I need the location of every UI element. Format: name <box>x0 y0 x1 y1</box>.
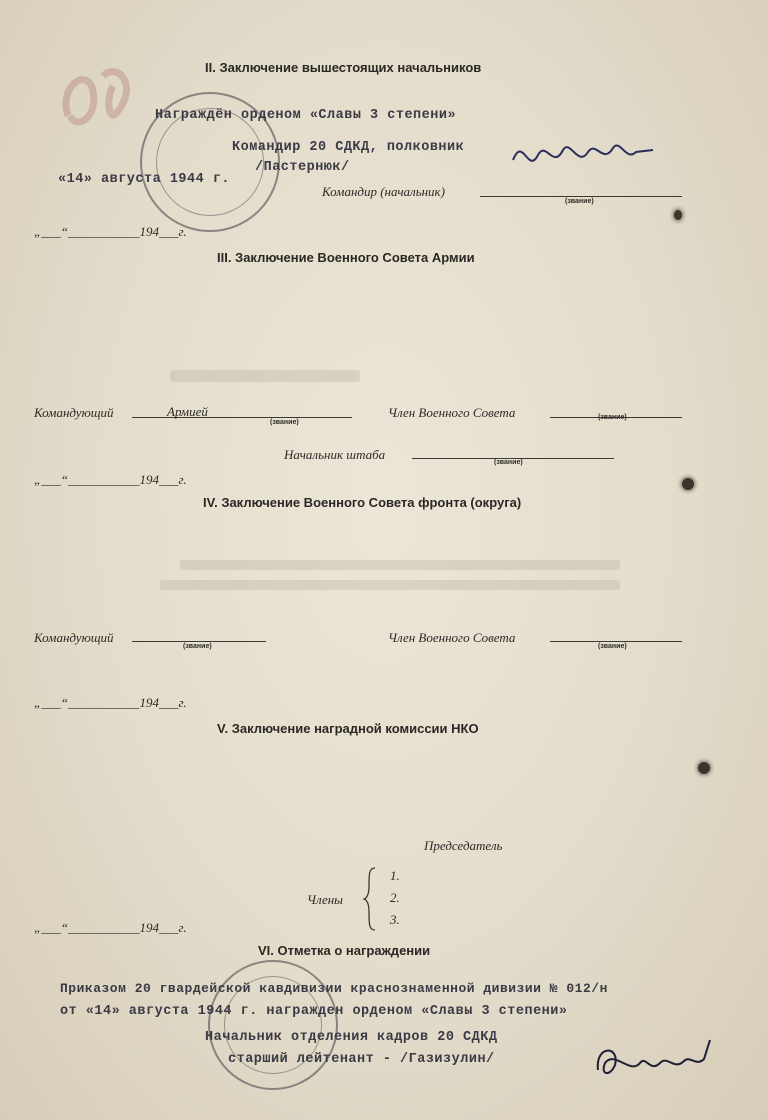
date-blank: „___“___________194___г. <box>34 920 187 935</box>
rank-hint: (звание) <box>598 643 627 650</box>
typed-text: старший лейтенант - /Газизулин/ <box>228 1052 495 1067</box>
punch-hole <box>674 210 682 220</box>
section-heading: V. Заключение наградной комиссии НКО <box>217 721 479 736</box>
punch-hole <box>682 478 694 490</box>
handwritten-signature <box>590 1035 720 1085</box>
chairman-label: Председатель <box>424 838 503 853</box>
typed-text: Награждён орденом «Славы 3 степени» <box>155 108 457 123</box>
member-number: 3. <box>390 912 400 927</box>
typed-text: Приказом 20 гвардейской кавдивизии краснознаменной дивизии № 012/н <box>60 981 608 996</box>
typed-text: Командир 20 СДКД, полковник <box>232 140 465 155</box>
commander-label: Командир (начальник) <box>322 184 445 199</box>
bleed-through <box>180 560 620 570</box>
pencil-mark <box>58 56 138 146</box>
section-heading: IV. Заключение Военного Совета фронта (округа) <box>203 495 522 510</box>
signature-line <box>132 641 266 642</box>
typed-date: «14» августа 1944 г. <box>58 172 231 187</box>
rank-hint: (звание) <box>598 414 627 421</box>
typed-text: от «14» августа 1944 г. награжден орденом «Славы 3 степени» <box>60 1004 568 1019</box>
typed-text: Начальник отделения кадров 20 СДКД <box>205 1030 498 1045</box>
rank-hint: (звание) <box>270 419 299 426</box>
bleed-through <box>170 370 360 382</box>
rank-hint: (звание) <box>183 643 212 650</box>
signature-line <box>550 641 682 642</box>
members-brace-icon <box>363 866 377 932</box>
section-heading: III. Заключение Военного Совета Армии <box>217 250 475 265</box>
commander-label: Командующий <box>34 630 114 645</box>
signature-line <box>132 417 352 418</box>
council-member-label: Член Военного Совета <box>388 630 516 645</box>
handwritten-signature <box>508 130 658 180</box>
chief-of-staff-label: Начальник штаба <box>284 447 386 462</box>
member-number: 2. <box>390 890 400 905</box>
member-number: 1. <box>390 868 400 883</box>
round-stamp-bottom <box>208 960 338 1090</box>
signature-line <box>480 196 682 197</box>
section-heading: II. Заключение вышестоящих начальников <box>205 60 482 75</box>
typed-text: /Пастернюк/ <box>255 160 350 175</box>
commander-value: Армией <box>167 404 208 419</box>
date-blank: „___“___________194___г. <box>34 224 187 239</box>
punch-hole <box>698 762 710 774</box>
council-member-label: Член Военного Совета <box>388 405 516 420</box>
bleed-through <box>160 580 620 590</box>
members-label: Члены <box>307 892 343 907</box>
rank-hint: (звание) <box>494 459 523 466</box>
rank-hint: (звание) <box>565 198 594 205</box>
date-blank: „___“___________194___г. <box>34 472 187 487</box>
section-heading: VI. Отметка о награждении <box>258 943 431 958</box>
date-blank: „___“___________194___г. <box>34 695 187 710</box>
commander-label: Командующий <box>34 405 114 420</box>
